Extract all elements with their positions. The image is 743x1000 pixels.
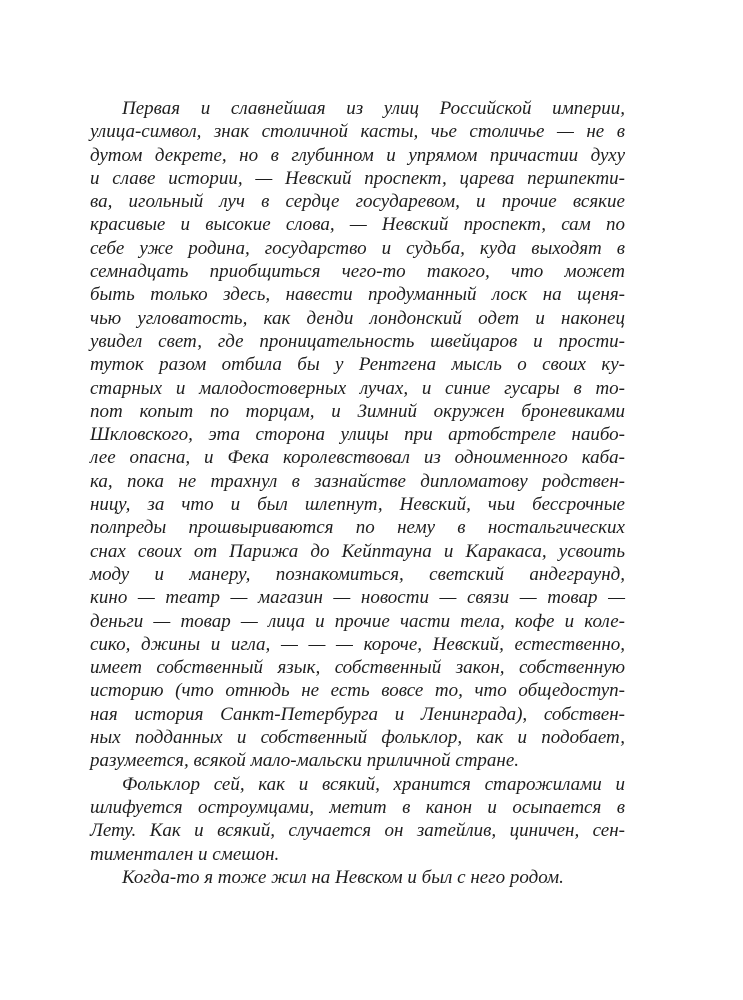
text-line: улица-символ, знак столичной касты, чье столичье — не в (90, 121, 625, 143)
body-text (90, 97, 625, 889)
text-line: ва, игольный луч в сердце государевом, и прочие всякие (90, 191, 625, 213)
text-line: дутом декрете, но в глубинном и упрямом причастии духу (90, 144, 625, 166)
text-line: историю (что отнюдь не есть вовсе то, что общедоступ- (90, 680, 625, 702)
text-line: семнадцать приобщиться чего-то такого, что может (90, 261, 625, 283)
text-line: разумеется, всякой мало-мальски приличной стране. (90, 750, 520, 772)
text-line: и славе истории, — Невский проспект, царева першпекти- (90, 167, 625, 189)
text-line: старных и малодостоверных лучах, и синие гусары в то- (90, 377, 625, 399)
text-line: лее опасна, и Фека королевствовал из одноименного каба- (90, 447, 625, 469)
text-line: тиментален и смешон. (90, 843, 280, 865)
text-line: ка, пока не трахнул в зазнайстве дипломатову родствен- (90, 470, 625, 492)
text-line: быть только здесь, навести продуманный лоск на щеня- (90, 284, 625, 306)
text-line: Когда-то я тоже жил на Невском и был с него родом. (122, 866, 564, 888)
text-line: пот копыт по торцам, и Зимний окружен броневиками (90, 400, 625, 422)
text-line: шлифуется остроумцами, метит в канон и осыпается в (90, 796, 625, 818)
text-line: ных подданных и собственный фольклор, как и подобает, (90, 727, 625, 749)
text-line: ницу, за что и был шлепнут, Невский, чьи бессрочные (90, 494, 625, 516)
text-line: себе уже родина, государство и судьба, куда выходят в (90, 237, 625, 259)
text-line: Шкловского, эта сторона улицы при артобстреле наибо- (90, 424, 625, 446)
text-line: Первая и славнейшая из улиц Российской империи, (122, 98, 625, 119)
text-line: деньги — товар — лица и прочие части тела, кофе и коле- (90, 610, 625, 632)
text-line: Лету. Как и всякий, случается он затейлив, циничен, сен- (90, 820, 625, 842)
text-line: сико, джины и игла, — — — короче, Невский, естественно, (90, 633, 625, 655)
text-line: чью угловатость, как денди лондонский одет и наконец (90, 307, 625, 329)
text-line: ная история Санкт-Петербурга и Ленинграда), собствен- (90, 703, 625, 725)
text-line: кино — театр — магазин — новости — связи — товар — (90, 587, 625, 609)
text-line: моду и манеру, познакомиться, светский андеграунд, (90, 563, 625, 585)
text-line: туток разом отбила бы у Рентгена мысль о своих ку- (90, 354, 625, 376)
text-line: увидел свет, где проницательность швейцаров и прости- (90, 330, 625, 352)
text-line: имеет собственный язык, собственный закон, собственную (90, 657, 625, 679)
text-line: Фольклор сей, как и всякий, хранится старожилами и (122, 773, 625, 795)
text-line: снах своих от Парижа до Кейптауна и Каракаса, усвоить (90, 540, 625, 562)
text-line: красивые и высокие слова, — Невский проспект, сам по (90, 214, 625, 236)
text-line: полпреды прошвыриваются по нему в ностальгических (90, 517, 625, 539)
